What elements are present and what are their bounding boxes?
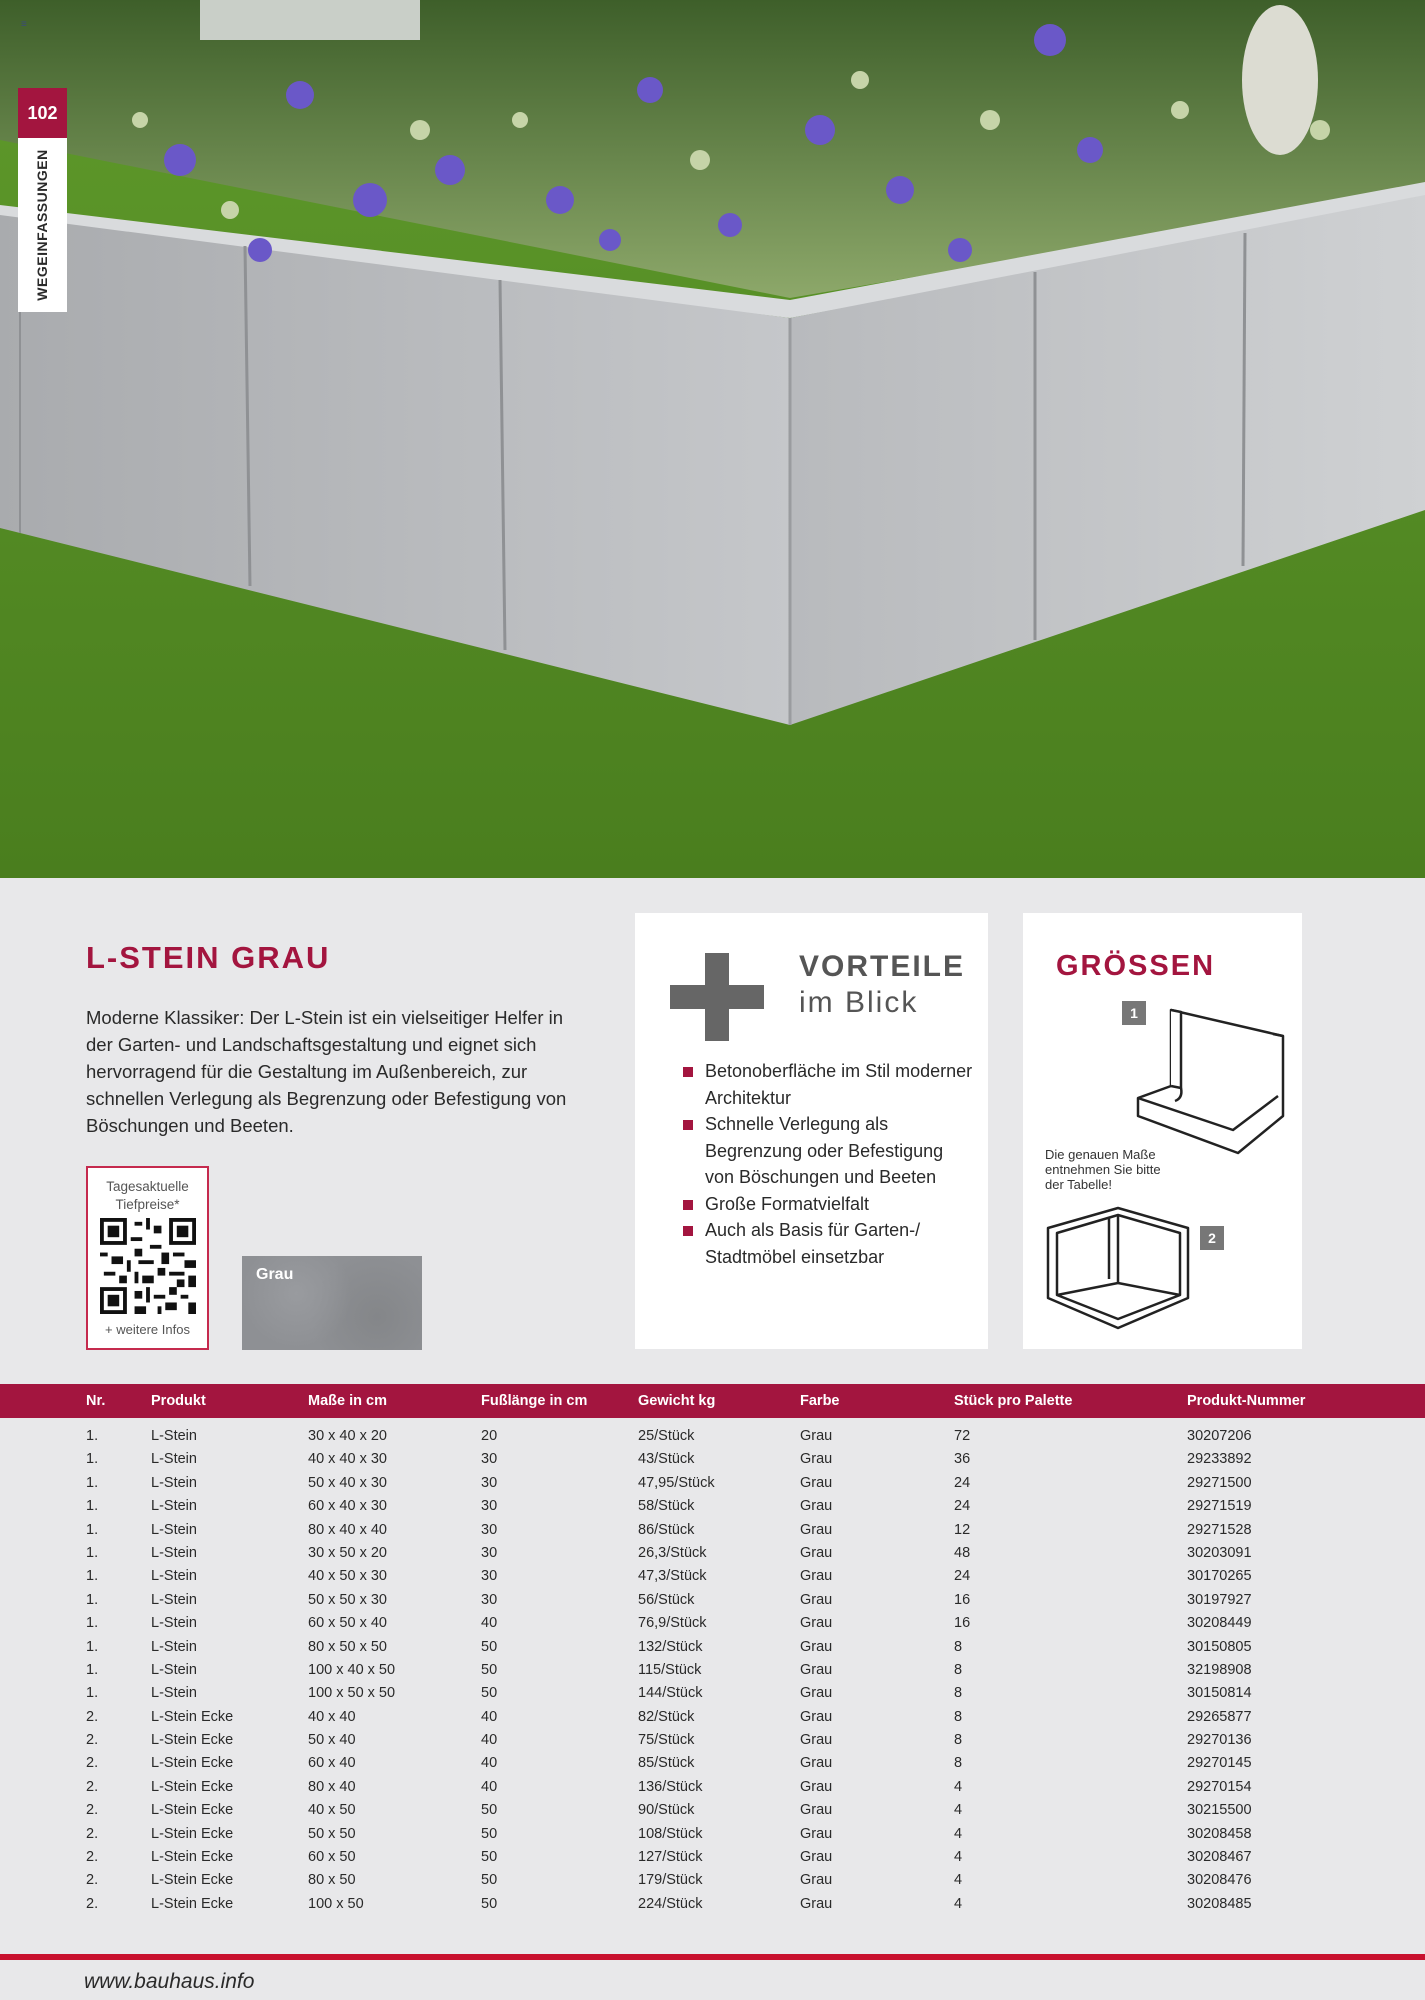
table-cell: 43/Stück: [638, 1451, 695, 1468]
table-cell: Grau: [800, 1661, 833, 1678]
table-cell: 30: [481, 1591, 498, 1608]
table-cell: 24: [954, 1498, 971, 1515]
table-cell: 2.: [86, 1802, 99, 1819]
table-cell: 85/Stück: [638, 1755, 695, 1772]
table-cell: 20: [481, 1428, 498, 1444]
table-cell: 30207206: [1187, 1428, 1252, 1444]
table-cell: L-Stein: [151, 1638, 197, 1655]
table-cell: 82/Stück: [638, 1708, 695, 1725]
table-cell: Grau: [800, 1849, 833, 1866]
table-row: [0, 1425, 1425, 1448]
table-cell: 50: [481, 1849, 498, 1866]
qr-caption: Tagesaktuelle Tiefpreise*: [106, 1179, 189, 1212]
table-cell: 60 x 50 x 40: [308, 1615, 387, 1632]
table-cell: 30215500: [1187, 1802, 1252, 1819]
table-cell: 30208458: [1187, 1825, 1252, 1842]
table-row: [0, 1472, 1425, 1495]
table-header: [0, 1384, 1425, 1418]
table-cell: 127/Stück: [638, 1849, 703, 1866]
table-cell: 30: [481, 1544, 498, 1561]
square-bullet-icon: [683, 1200, 693, 1210]
table-cell: 24: [954, 1568, 971, 1585]
table-cell: Grau: [800, 1638, 833, 1655]
col-header-farbe: Farbe: [800, 1393, 840, 1409]
table-cell: 50 x 50: [308, 1825, 356, 1842]
table-cell: 30 x 50 x 20: [308, 1544, 387, 1561]
table-cell: L-Stein: [151, 1474, 197, 1491]
table-cell: 26,3/Stück: [638, 1544, 707, 1561]
table-cell: 80 x 50: [308, 1872, 356, 1889]
table-cell: 40: [481, 1732, 498, 1749]
table-row: [0, 1846, 1425, 1869]
table-cell: L-Stein Ecke: [151, 1895, 234, 1912]
table-cell: Grau: [800, 1428, 833, 1444]
table-cell: 4: [954, 1849, 963, 1866]
table-cell: L-Stein Ecke: [151, 1802, 234, 1819]
table-cell: Grau: [800, 1778, 833, 1795]
table-cell: L-Stein: [151, 1661, 197, 1678]
table-cell: L-Stein: [151, 1428, 197, 1444]
table-cell: Grau: [800, 1825, 833, 1842]
table-cell: 30: [481, 1521, 498, 1538]
table-cell: 8: [954, 1685, 963, 1702]
groessen-box: [1023, 913, 1302, 1349]
table-cell: 50: [481, 1895, 498, 1912]
table-cell: 40: [481, 1615, 498, 1632]
groessen-note: Die genauen Maße entnehmen Sie bitte der Tabelle!: [1045, 1147, 1161, 1192]
table-cell: L-Stein: [151, 1544, 197, 1561]
product-title: L-STEIN GRAU: [86, 940, 331, 975]
table-cell: 29271519: [1187, 1498, 1252, 1515]
col-header-gewicht: Gewicht kg: [638, 1393, 716, 1409]
square-bullet-icon: [683, 1120, 693, 1130]
table-cell: 12: [954, 1521, 971, 1538]
col-header-nr: Nr.: [86, 1393, 106, 1409]
plus-icon-bar: [670, 985, 764, 1009]
table-cell: 50: [481, 1802, 498, 1819]
table-cell: 30197927: [1187, 1591, 1252, 1608]
vorteile-box: [635, 913, 988, 1349]
table-cell: Grau: [800, 1591, 833, 1608]
table-cell: 50 x 40: [308, 1732, 356, 1749]
table-cell: 80 x 40: [308, 1778, 356, 1795]
table-cell: 2.: [86, 1849, 99, 1866]
table-cell: 1.: [86, 1685, 99, 1702]
table-cell: 30208476: [1187, 1872, 1252, 1889]
table-cell: Grau: [800, 1895, 833, 1912]
table-cell: 30208485: [1187, 1895, 1252, 1912]
table-cell: 8: [954, 1708, 963, 1725]
table-cell: 76,9/Stück: [638, 1615, 707, 1632]
table-cell: 4: [954, 1825, 963, 1842]
table-cell: 25/Stück: [638, 1428, 695, 1444]
l-stein-diagram-icon: [1123, 998, 1303, 1168]
table-row: [0, 1682, 1425, 1705]
swatch-label: Grau: [256, 1266, 294, 1283]
table-cell: L-Stein: [151, 1521, 197, 1538]
menu-icon: ≡: [21, 19, 27, 30]
table-cell: 2.: [86, 1895, 99, 1912]
table-cell: 16: [954, 1615, 971, 1632]
table-cell: 36: [954, 1451, 971, 1468]
table-cell: 2.: [86, 1872, 99, 1889]
table-cell: Grau: [800, 1732, 833, 1749]
table-row: [0, 1448, 1425, 1471]
table-cell: 30150805: [1187, 1638, 1252, 1655]
table-cell: 40 x 50 x 30: [308, 1568, 387, 1585]
table-cell: L-Stein Ecke: [151, 1708, 234, 1725]
table-row: [0, 1869, 1425, 1892]
table-cell: L-Stein: [151, 1568, 197, 1585]
table-cell: Grau: [800, 1615, 833, 1632]
table-cell: 8: [954, 1638, 963, 1655]
table-cell: 1.: [86, 1568, 99, 1585]
table-cell: 144/Stück: [638, 1685, 703, 1702]
table-cell: 40 x 40: [308, 1708, 356, 1725]
table-cell: 29265877: [1187, 1708, 1252, 1725]
table-row: [0, 1799, 1425, 1822]
table-cell: Grau: [800, 1802, 833, 1819]
table-cell: 4: [954, 1895, 963, 1912]
table-row: [0, 1542, 1425, 1565]
product-intro: Moderne Klassiker: Der L-Stein ist ein vielseitiger Helfer in der Garten- und Landschaftsgestaltung und eignet sich hervorragend für die Gestaltung im Außenbereich, zur schnellen Verlegung als Begrenzung oder Befestigung von Böschungen und Beeten.: [86, 1007, 567, 1136]
table-cell: 50: [481, 1872, 498, 1889]
col-header-masse: Maße in cm: [308, 1393, 387, 1409]
square-bullet-icon: [683, 1067, 693, 1077]
table-cell: 100 x 50 x 50: [308, 1685, 396, 1702]
table-cell: 72: [954, 1428, 971, 1444]
vorteile-subtitle: im Blick: [799, 986, 919, 1019]
table-cell: Grau: [800, 1685, 833, 1702]
table-cell: 1.: [86, 1591, 99, 1608]
table-cell: Grau: [800, 1521, 833, 1538]
vorteile-item: Betonoberfläche im Stil moderner Architektur: [683, 1058, 973, 1111]
table-cell: 30208467: [1187, 1849, 1252, 1866]
table-cell: 132/Stück: [638, 1638, 703, 1655]
table-cell: 80 x 40 x 40: [308, 1521, 387, 1538]
table-cell: 50 x 50 x 30: [308, 1591, 387, 1608]
table-cell: 115/Stück: [638, 1661, 702, 1678]
table-cell: 30: [481, 1451, 498, 1468]
table-cell: 90/Stück: [638, 1802, 695, 1819]
table-cell: 1.: [86, 1544, 99, 1561]
table-cell: 2.: [86, 1755, 99, 1772]
table-cell: 1.: [86, 1451, 99, 1468]
vorteile-list: [683, 1058, 973, 1270]
table-cell: 29270154: [1187, 1778, 1252, 1795]
table-cell: 60 x 40 x 30: [308, 1498, 387, 1515]
table-cell: 16: [954, 1591, 971, 1608]
table-cell: 40 x 40 x 30: [308, 1451, 387, 1468]
page-tab: [18, 88, 67, 312]
table-cell: L-Stein Ecke: [151, 1755, 234, 1772]
table-cell: 30: [481, 1568, 498, 1585]
table-row: [0, 1706, 1425, 1729]
qr-code-box[interactable]: [86, 1166, 209, 1350]
table-row: [0, 1823, 1425, 1846]
table-cell: 86/Stück: [638, 1521, 695, 1538]
table-cell: 4: [954, 1778, 963, 1795]
page-number: 102: [18, 88, 67, 138]
table-body: [0, 1425, 1425, 1916]
table-cell: 100 x 50: [308, 1895, 364, 1912]
table-cell: L-Stein: [151, 1685, 197, 1702]
table-cell: 1.: [86, 1498, 99, 1515]
table-cell: 179/Stück: [638, 1872, 703, 1889]
table-cell: 30: [481, 1498, 498, 1515]
table-cell: Grau: [800, 1451, 833, 1468]
table-cell: 108/Stück: [638, 1825, 703, 1842]
table-cell: Grau: [800, 1708, 833, 1725]
table-cell: 40: [481, 1708, 498, 1725]
table-cell: 1.: [86, 1638, 99, 1655]
square-bullet-icon: [683, 1226, 693, 1236]
table-cell: 50: [481, 1638, 498, 1655]
table-cell: 24: [954, 1474, 971, 1491]
table-cell: Grau: [800, 1755, 833, 1772]
table-row: [0, 1519, 1425, 1542]
section-tab: [18, 138, 67, 312]
table-row: [0, 1565, 1425, 1588]
hero-photo: [0, 0, 1425, 878]
table-cell: 30203091: [1187, 1544, 1252, 1561]
raised-bed-illustration: [0, 0, 1425, 878]
table-row: [0, 1636, 1425, 1659]
table-cell: 30: [481, 1474, 498, 1491]
col-header-produktnummer: Produkt-Nummer: [1187, 1393, 1306, 1409]
vorteile-item: Schnelle Verlegung als Begrenzung oder Befestigung von Böschungen und Beeten: [683, 1111, 973, 1191]
table-cell: L-Stein: [151, 1615, 197, 1632]
table-cell: 1.: [86, 1661, 99, 1678]
table-cell: 30 x 40 x 20: [308, 1428, 387, 1444]
table-cell: 40: [481, 1755, 498, 1772]
table-cell: 75/Stück: [638, 1732, 695, 1749]
table-cell: 47,95/Stück: [638, 1474, 715, 1491]
table-cell: 40 x 50: [308, 1802, 356, 1819]
table-cell: 50 x 40 x 30: [308, 1474, 387, 1491]
table-row: [0, 1589, 1425, 1612]
table-cell: 1.: [86, 1474, 99, 1491]
vorteile-title: VORTEILE: [799, 950, 966, 983]
table-cell: 30170265: [1187, 1568, 1252, 1585]
table-cell: 29270145: [1187, 1755, 1252, 1772]
table-cell: Grau: [800, 1872, 833, 1889]
table-cell: 8: [954, 1661, 963, 1678]
table-row: [0, 1893, 1425, 1916]
qr-more-info[interactable]: + weitere Infos: [105, 1322, 190, 1337]
vorteile-item: Große Formatvielfalt: [683, 1191, 973, 1218]
table-cell: 224/Stück: [638, 1895, 703, 1912]
table-cell: 136/Stück: [638, 1778, 703, 1795]
table-cell: 30150814: [1187, 1685, 1252, 1702]
table-cell: 2.: [86, 1778, 99, 1795]
table-cell: 40: [481, 1778, 498, 1795]
color-swatch-grau: [242, 1256, 422, 1350]
table-row: [0, 1612, 1425, 1635]
table-cell: L-Stein: [151, 1451, 197, 1468]
table-cell: 80 x 50 x 50: [308, 1638, 387, 1655]
table-row: [0, 1495, 1425, 1518]
table-cell: L-Stein Ecke: [151, 1849, 234, 1866]
footer-url[interactable]: www.bauhaus.info: [84, 1970, 255, 1993]
table-cell: L-Stein Ecke: [151, 1872, 234, 1889]
table-cell: L-Stein: [151, 1498, 197, 1515]
table-cell: 50: [481, 1825, 498, 1842]
table-cell: 29271528: [1187, 1521, 1252, 1538]
table-cell: 60 x 50: [308, 1849, 356, 1866]
table-cell: 56/Stück: [638, 1591, 695, 1608]
table-cell: 48: [954, 1544, 971, 1561]
section-label: WEGEINFASSUNGEN: [34, 149, 50, 301]
table-cell: 1.: [86, 1428, 99, 1444]
table-cell: 29233892: [1187, 1451, 1252, 1468]
table-cell: 1.: [86, 1615, 99, 1632]
table-row: [0, 1729, 1425, 1752]
col-header-stueck: Stück pro Palette: [954, 1393, 1073, 1409]
table-cell: 58/Stück: [638, 1498, 695, 1515]
table-cell: L-Stein: [151, 1591, 197, 1608]
table-cell: 100 x 40 x 50: [308, 1661, 396, 1678]
table-cell: 60 x 40: [308, 1755, 356, 1772]
table-row: [0, 1752, 1425, 1775]
badge-2: 2: [1200, 1226, 1224, 1250]
table-cell: Grau: [800, 1568, 833, 1585]
table-cell: L-Stein Ecke: [151, 1825, 234, 1842]
table-cell: L-Stein Ecke: [151, 1732, 234, 1749]
footer-divider: [0, 1954, 1425, 1960]
table-cell: 2.: [86, 1825, 99, 1842]
col-header-fusslaenge: Fußlänge in cm: [481, 1393, 588, 1409]
badge-1: 1: [1122, 1001, 1146, 1025]
table-cell: 8: [954, 1755, 963, 1772]
table-cell: 32198908: [1187, 1661, 1252, 1678]
table-cell: 4: [954, 1802, 963, 1819]
table-row: [0, 1659, 1425, 1682]
table-cell: L-Stein Ecke: [151, 1778, 234, 1795]
l-stein-ecke-diagram-icon: [1043, 1203, 1203, 1333]
table-cell: Grau: [800, 1498, 833, 1515]
vorteile-item: Auch als Basis für Garten-/ Stadtmöbel einsetzbar: [683, 1217, 973, 1270]
table-cell: 8: [954, 1732, 963, 1749]
table-cell: 2.: [86, 1732, 99, 1749]
table-cell: Grau: [800, 1474, 833, 1491]
table-cell: 1.: [86, 1521, 99, 1538]
table-cell: 29271500: [1187, 1474, 1252, 1491]
table-cell: Grau: [800, 1544, 833, 1561]
table-row: [0, 1776, 1425, 1799]
table-cell: 50: [481, 1685, 498, 1702]
col-header-produkt: Produkt: [151, 1393, 206, 1409]
table-cell: 2.: [86, 1708, 99, 1725]
table-cell: 29270136: [1187, 1732, 1252, 1749]
qr-code-icon: [100, 1218, 196, 1314]
table-cell: 30208449: [1187, 1615, 1252, 1632]
table-cell: 4: [954, 1872, 963, 1889]
table-cell: 50: [481, 1661, 498, 1678]
table-cell: 47,3/Stück: [638, 1568, 707, 1585]
groessen-title: GRÖSSEN: [1056, 950, 1216, 982]
